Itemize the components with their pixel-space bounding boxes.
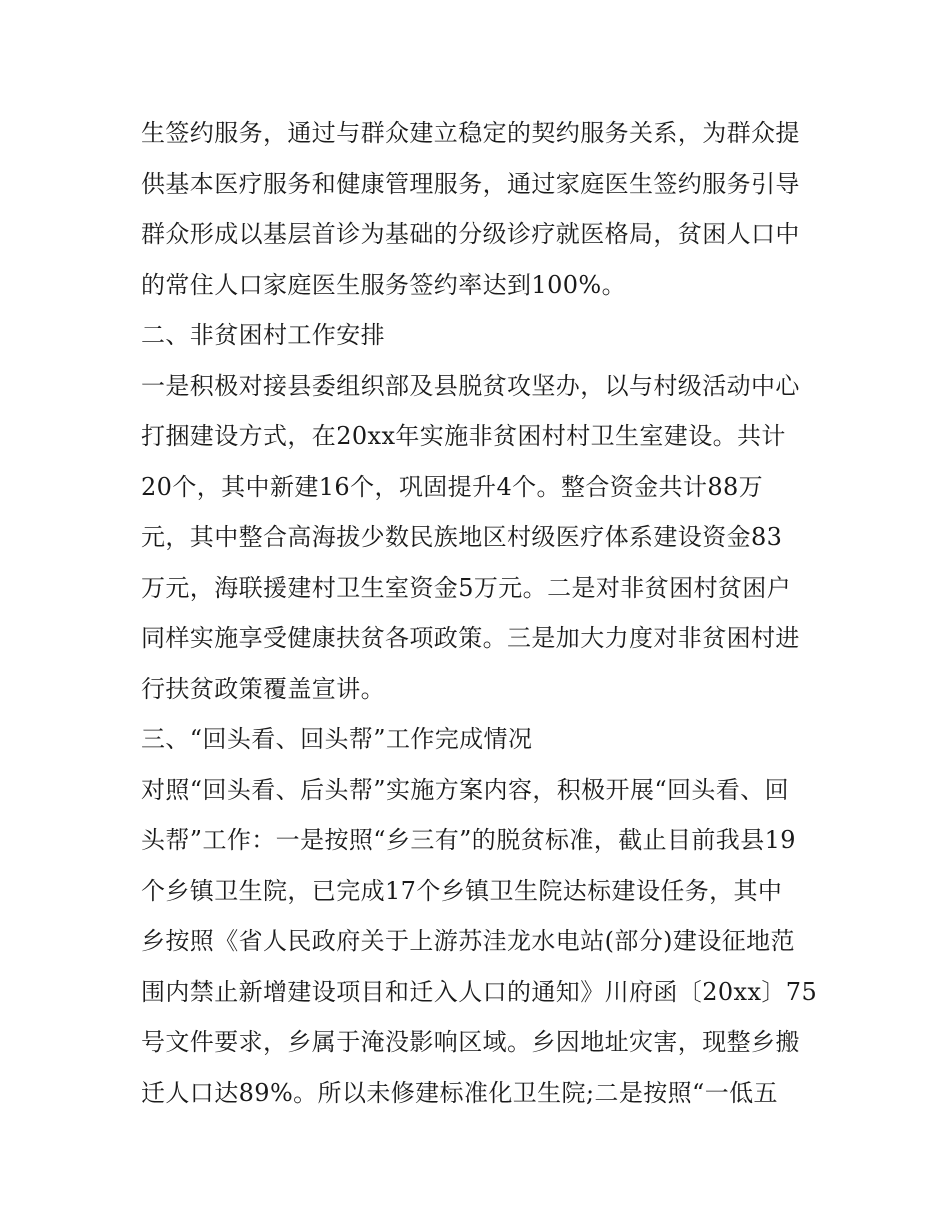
- text-line: 元，其中整合高海拔少数民族地区村级医疗体系建设资金83: [141, 523, 783, 551]
- section-heading: 三、“回头看、回头帮”工作完成情况: [141, 725, 533, 753]
- text-line: 同样实施享受健康扶贫各项政策。三是加大力度对非贫困村进: [141, 624, 800, 652]
- section-heading: 二、非贫困村工作安排: [141, 321, 385, 349]
- text-line: 20个，其中新建16个，巩固提升4个。整合资金共计88万: [141, 472, 764, 501]
- text-line: 围内禁止新增建设项目和迁入人口的通知》川府函〔20xx〕75: [141, 977, 818, 1006]
- text-line: 乡按照《省人民政府关于上游苏洼龙水电站(部分)建设征地范: [141, 927, 795, 955]
- document-body: [141, 108, 821, 1118]
- text-line: 迁人口达89%。所以未修建标准化卫生院;二是按照“一低五: [141, 1078, 778, 1107]
- text-line: 群众形成以基层首诊为基础的分级诊疗就医格局，贫困人口中: [141, 220, 800, 248]
- text-line: 行扶贫政策覆盖宣讲。: [141, 674, 385, 703]
- text-line: 生签约服务，通过与群众建立稳定的契约服务关系，为群众提: [141, 119, 800, 147]
- text-line: 供基本医疗服务和健康管理服务，通过家庭医生签约服务引导: [141, 169, 800, 198]
- text-line: 打捆建设方式，在20xx年实施非贫困村村卫生室建设。共计: [141, 422, 786, 450]
- text-line: 万元，海联援建村卫生室资金5万元。二是对非贫困村贫困户: [141, 573, 792, 602]
- text-line: 的常住人口家庭医生服务签约率达到100%。: [141, 270, 627, 299]
- text-line: 一是积极对接县委组织部及县脱贫攻坚办，以与村级活动中心: [141, 371, 800, 400]
- text-line: 号文件要求，乡属于淹没影响区域。乡因地址灾害，现整乡搬: [141, 1028, 800, 1056]
- text-line: 对照“回头看、后头帮”实施方案内容，积极开展“回头看、回: [141, 775, 790, 804]
- text-line: 个乡镇卫生院，已完成17个乡镇卫生院达标建设任务，其中: [141, 876, 783, 905]
- text-line: 头帮”工作：一是按照“乡三有”的脱贫标准，截止目前我县19: [141, 826, 796, 854]
